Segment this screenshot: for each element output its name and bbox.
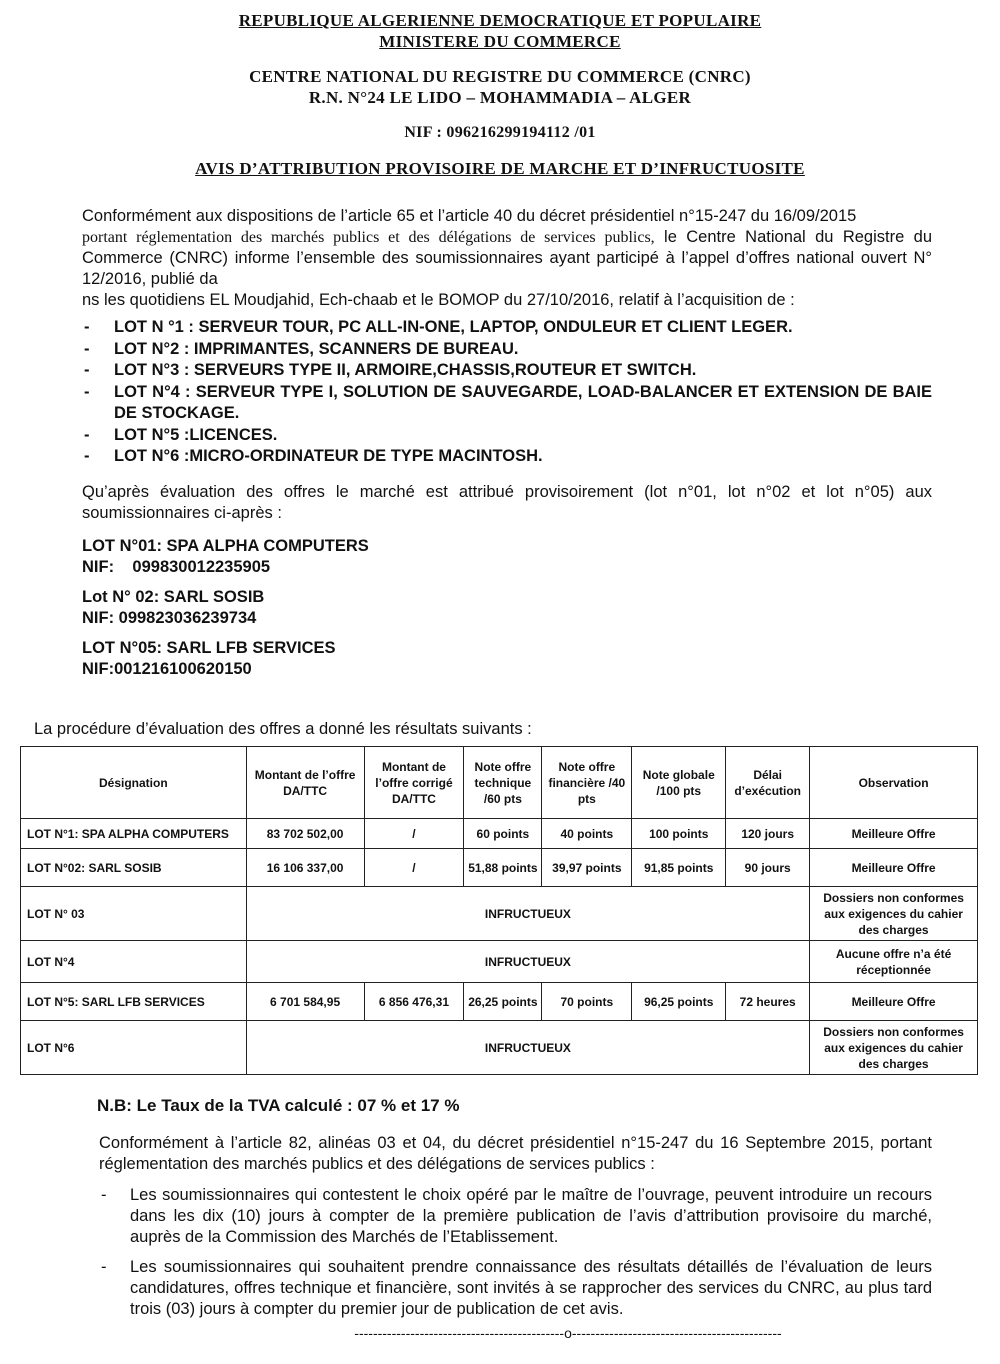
winner-name: LOT N°05: SARL LFB SERVICES xyxy=(82,638,336,657)
column-header: Note offre technique /60 pts xyxy=(464,747,542,819)
table-row xyxy=(21,1021,978,1075)
cell-designation: LOT N°1: SPA ALPHA COMPUTERS xyxy=(21,819,247,849)
nif-number: NIF : 096216299194112 /01 xyxy=(404,124,596,141)
list-item: - LOT N°6 :MICRO-ORDINATEUR DE TYPE MACINTOSH. xyxy=(82,446,932,468)
cell-observation: Meilleure Offre xyxy=(810,819,978,849)
cell-financiere: 70 points xyxy=(542,983,632,1021)
intro-part-2: portant réglementation des marchés publics et des délégations de services publics, xyxy=(82,229,655,246)
table-row xyxy=(21,941,978,983)
winner-nif: NIF: 099823036239734 xyxy=(82,608,257,627)
cell-designation: LOT N°5: SARL LFB SERVICES xyxy=(21,983,247,1021)
intro-part-4: ns les quotidiens EL Moudjahid, Ech-chaab et le BOMOP du 27/10/2016, relatif à l’acquisition de : xyxy=(82,291,795,309)
cell-globale: 96,25 points xyxy=(632,983,726,1021)
list-item: - Les soumissionnaires qui contestent le choix opéré par le maître de l’ouvrage, peuvent introduire un recours dans les dix (10) jours à compter de la première publication de l’avis d’attribution provisoire du marché, auprès de la Commission des Marchés de l’Etablissement. xyxy=(99,1185,932,1248)
cell-observation: Meilleure Offre xyxy=(810,849,978,887)
winner-name: LOT N°01: SPA ALPHA COMPUTERS xyxy=(82,536,369,555)
cell-observation: Dossiers non conformes aux exigences du cahier des charges xyxy=(810,1021,978,1075)
cell-technique: 26,25 points xyxy=(464,983,542,1021)
footer-list xyxy=(99,1185,932,1320)
cell-delai: 120 jours xyxy=(726,819,810,849)
column-header: Délai d’exécution xyxy=(726,747,810,819)
table-row xyxy=(21,849,978,887)
cell-corrige: / xyxy=(364,849,464,887)
column-header: Montant de l’offre corrigé DA/TTC xyxy=(364,747,464,819)
cell-montant: 83 702 502,00 xyxy=(246,819,364,849)
results-intro: La procédure d’évaluation des offres a donné les résultats suivants : xyxy=(34,720,532,738)
intro-part-1: Conformément aux dispositions de l’article 65 et l’article 40 du décret présidentiel n°15-247 du 16/09/2015 xyxy=(82,207,857,225)
cell-observation: Aucune offre n’a été réceptionnée xyxy=(810,941,978,983)
cell-montant: 6 701 584,95 xyxy=(246,983,364,1021)
table-row xyxy=(21,819,978,849)
list-item: - LOT N°2 : IMPRIMANTES, SCANNERS DE BUREAU. xyxy=(82,339,932,361)
cell-technique: 51,88 points xyxy=(464,849,542,887)
winner-nif: NIF: 099830012235905 xyxy=(82,557,271,576)
cell-delai: 90 jours xyxy=(726,849,810,887)
footer-section xyxy=(99,1133,932,1329)
cell-montant: 16 106 337,00 xyxy=(246,849,364,887)
table-row xyxy=(21,983,978,1021)
cell-financiere: 40 points xyxy=(542,819,632,849)
list-item: - LOT N°5 :LICENCES. xyxy=(82,425,932,447)
cell-infructueux: INFRUCTUEUX xyxy=(246,1021,809,1075)
centre-name: CENTRE NATIONAL DU REGISTRE DU COMMERCE (CNRC) xyxy=(249,67,751,86)
document-header xyxy=(0,10,1000,179)
list-item: - LOT N °1 : SERVEUR TOUR, PC ALL-IN-ONE, LAPTOP, ONDULEUR ET CLIENT LEGER. xyxy=(82,317,932,339)
cell-observation: Meilleure Offre xyxy=(810,983,978,1021)
cell-designation: LOT N°6 xyxy=(21,1021,247,1075)
winner-lot-5 xyxy=(82,638,932,680)
list-item: - LOT N°4 : SERVEUR TYPE I, SOLUTION DE SAUVEGARDE, LOAD-BALANCER ET EXTENSION DE BAIE DE STOCKAGE. xyxy=(82,382,932,425)
cell-infructueux: INFRUCTUEUX xyxy=(246,941,809,983)
list-item: - Les soumissionnaires qui souhaitent prendre connaissance des résultats détaillés de l’évaluation de leurs candidatures, offres technique et financière, sont invités à se rapprocher des services du CNRC, au plus tard trois (03) jours à compter du premier jour de publication de cet avis. xyxy=(99,1257,932,1320)
attribution-paragraph: Qu’après évaluation des offres le marché est attribué provisoirement (lot n°01, lot n°02 et lot n°05) aux soumissionnaires ci-après : xyxy=(82,482,932,522)
centre-address: R.N. N°24 LE LIDO – MOHAMMADIA – ALGER xyxy=(308,88,692,107)
end-separator: ---------------------------------------------o--------------------------------------------- xyxy=(354,1325,782,1341)
column-header: Note globale /100 pts xyxy=(632,747,726,819)
cell-corrige: / xyxy=(364,819,464,849)
winner-nif: NIF:001216100620150 xyxy=(82,659,252,678)
cell-globale: 100 points xyxy=(632,819,726,849)
cell-delai: 72 heures xyxy=(726,983,810,1021)
vat-note: N.B: Le Taux de la TVA calculé : 07 % et 17 % xyxy=(97,1096,460,1115)
cell-designation: LOT N° 03 xyxy=(21,887,247,941)
intro-paragraph xyxy=(82,206,932,311)
winner-lot-2 xyxy=(82,587,932,629)
column-header: Note offre financière /40 pts xyxy=(542,747,632,819)
column-header: Désignation xyxy=(21,747,247,819)
footer-intro: Conformément à l’article 82, alinéas 03 et 04, du décret présidentiel n°15-247 du 16 Septembre 2015, portant réglementation des marchés publics et des délégations de services publics : xyxy=(99,1134,932,1173)
column-header: Montant de l’offre DA/TTC xyxy=(246,747,364,819)
cell-designation: LOT N°4 xyxy=(21,941,247,983)
cell-observation: Dossiers non conformes aux exigences du cahier des charges xyxy=(810,887,978,941)
cell-designation: LOT N°02: SARL SOSIB xyxy=(21,849,247,887)
table-row xyxy=(21,887,978,941)
cell-corrige: 6 856 476,31 xyxy=(364,983,464,1021)
intro-part-3: le Centre National du Registre du Commerce (CNRC) informe l’ensemble des soumissionnaires ayant participé à l’appel d’offres national ouvert N° 12/2016, publié da xyxy=(82,228,932,288)
ministry-title: MINISTERE DU COMMERCE xyxy=(379,32,621,51)
list-item: - LOT N°3 : SERVEURS TYPE II, ARMOIRE,CHASSIS,ROUTEUR ET SWITCH. xyxy=(82,360,932,382)
republic-title: REPUBLIQUE ALGERIENNE DEMOCRATIQUE ET POPULAIRE xyxy=(238,11,762,30)
column-header: Observation xyxy=(810,747,978,819)
results-table xyxy=(20,746,978,1075)
winner-lot-1 xyxy=(82,536,932,578)
cell-technique: 60 points xyxy=(464,819,542,849)
cell-financiere: 39,97 points xyxy=(542,849,632,887)
table-header-row xyxy=(21,747,978,819)
notice-title: AVIS D’ATTRIBUTION PROVISOIRE DE MARCHE ET D’INFRUCTUOSITE xyxy=(195,159,805,178)
notice-body xyxy=(82,206,932,680)
lots-list xyxy=(82,317,932,468)
winner-name: Lot N° 02: SARL SOSIB xyxy=(82,587,265,606)
cell-globale: 91,85 points xyxy=(632,849,726,887)
cell-infructueux: INFRUCTUEUX xyxy=(246,887,809,941)
